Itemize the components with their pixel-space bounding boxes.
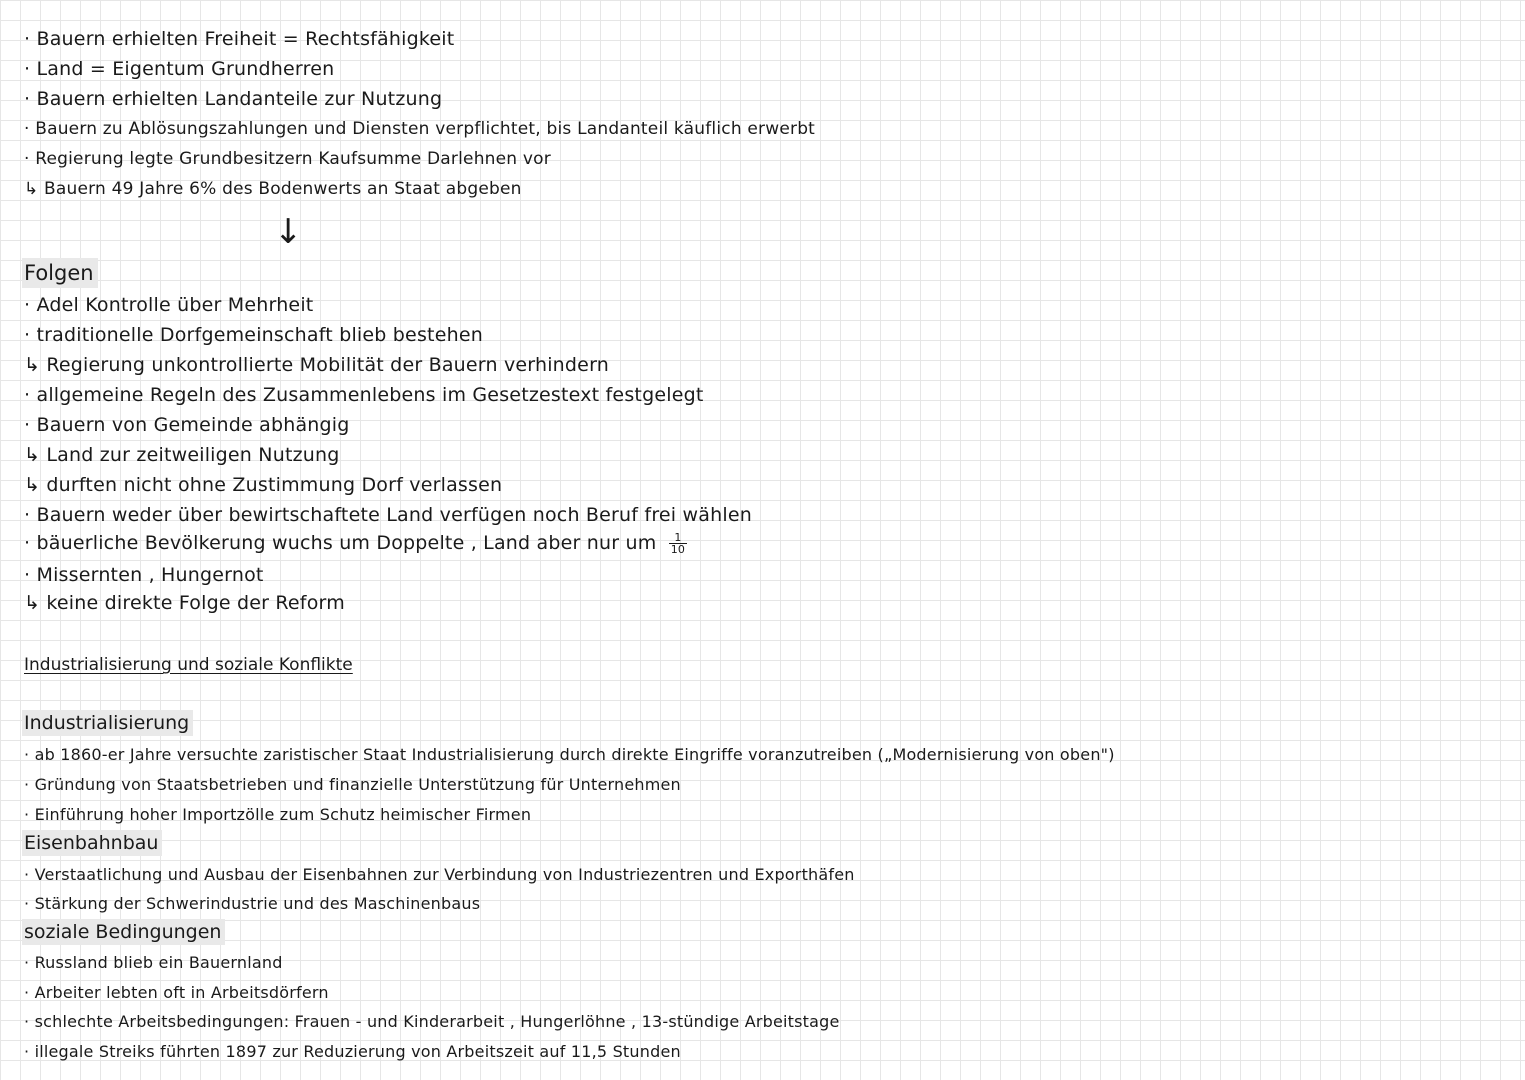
note-line: ↳ keine direkte Folge der Reform (24, 592, 345, 614)
note-line: · ab 1860-er Jahre versuchte zaristischer Staat Industrialisierung durch direkte Eingriffe voranzutreiben („Modernisierung von oben") (24, 745, 1115, 764)
note-line: · Arbeiter lebten oft in Arbeitsdörfern (24, 983, 329, 1002)
note-line: · Verstaatlichung und Ausbau der Eisenbahnen zur Verbindung von Industriezentren und Exporthäfen (24, 865, 855, 884)
note-line: · Einführung hoher Importzölle zum Schutz heimischer Firmen (24, 805, 532, 824)
note-line: ↳ durften nicht ohne Zustimmung Dorf verlassen (24, 474, 503, 496)
note-line: · Regierung legte Grundbesitzern Kaufsumme Darlehnen vor (24, 149, 551, 169)
note-line: · Land = Eigentum Grundherren (24, 58, 335, 80)
heading-eisenbahnbau: Eisenbahnbau (22, 830, 162, 856)
note-line: · Bauern erhielten Freiheit = Rechtsfähigkeit (24, 28, 455, 50)
heading-soziale-bedingungen: soziale Bedingungen (22, 919, 225, 945)
arrow-down-icon: ↓ (274, 212, 303, 252)
section-title: Industrialisierung und soziale Konflikte (24, 655, 353, 675)
note-line: · Missernten , Hungernot (24, 564, 264, 586)
note-line: · Bauern von Gemeinde abhängig (24, 414, 350, 436)
note-line: · Adel Kontrolle über Mehrheit (24, 294, 314, 316)
heading-folgen: Folgen (22, 258, 98, 288)
note-line: ↳ Regierung unkontrollierte Mobilität der Bauern verhindern (24, 354, 609, 376)
heading-industrialisierung: Industrialisierung (22, 710, 193, 736)
note-line: ↳ Land zur zeitweiligen Nutzung (24, 444, 340, 466)
note-line: · Stärkung der Schwerindustrie und des Maschinenbaus (24, 894, 481, 913)
fraction-denominator: 10 (670, 543, 686, 556)
note-line: · Bauern weder über bewirtschaftete Land verfügen noch Beruf frei wählen (24, 504, 752, 526)
fraction-one-tenth (669, 532, 687, 555)
note-line: · allgemeine Regeln des Zusammenlebens im Gesetzestext festgelegt (24, 384, 704, 406)
note-line: · Bauern erhielten Landanteile zur Nutzung (24, 88, 443, 110)
population-text: · bäuerliche Bevölkerung wuchs um Doppelte , Land aber nur um (24, 532, 657, 554)
note-line: · illegale Streiks führten 1897 zur Reduzierung von Arbeitszeit auf 11,5 Stunden (24, 1042, 681, 1061)
note-line: · Gründung von Staatsbetrieben und finanzielle Unterstützung für Unternehmen (24, 775, 681, 794)
fraction-numerator: 1 (669, 532, 687, 544)
note-line: ↳ Bauern 49 Jahre 6% des Bodenwerts an Staat abgeben (24, 179, 522, 199)
note-line: · Russland blieb ein Bauernland (24, 953, 283, 972)
note-line-population (24, 530, 687, 556)
note-line: · traditionelle Dorfgemeinschaft blieb bestehen (24, 324, 483, 346)
note-line: · Bauern zu Ablösungszahlungen und Diensten verpflichtet, bis Landanteil käuflich erwerbt (24, 119, 816, 139)
note-line: · schlechte Arbeitsbedingungen: Frauen - und Kinderarbeit , Hungerlöhne , 13-stündige Arbeitstage (24, 1012, 840, 1031)
